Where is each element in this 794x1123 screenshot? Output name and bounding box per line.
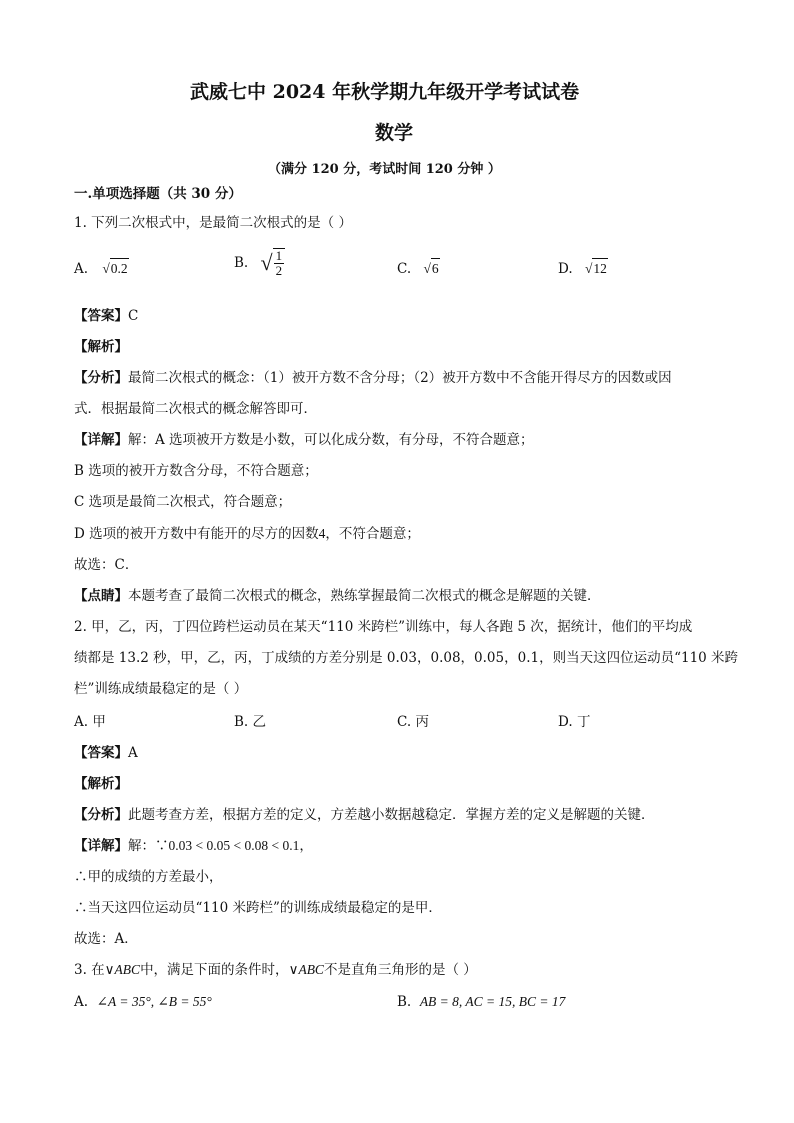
q2-answer-value: A [128,745,138,761]
q1-detail-line2: B 选项的被开方数含分母，不符合题意； [74,463,318,479]
q1-fenxi [74,368,672,388]
q3-stem [74,960,477,980]
fenxi-tag: 【分析】 [74,807,128,823]
q1-option-d-letter: D. [558,261,573,277]
q1-detail-line1: 解：A 选项被开方数是小数，可以化成分数，有分母，不符合题意； [128,432,534,448]
q1-fenxi-line2: 式．根据最简二次根式的概念解答即可． [74,401,317,417]
q2-detail-inequality: 0.03 < 0.05 < 0.08 < 0.1 [168,838,300,853]
q1-fenxi-line1: 最简二次根式的概念：（1）被开方数不含分母；（2）被开方数中不含能开得尽方的因数或因 [128,370,672,386]
q2-detail [74,836,313,856]
comment-tag: 【点睛】 [74,588,128,604]
answer-tag: 【答案】 [74,308,128,324]
q1-option-c-radicand: 6 [431,258,440,279]
q2-option-a-text: 甲 [92,714,106,730]
q2-stem-line1: 2. 甲，乙，丙，丁四位跨栏运动员在某天“110 米跨栏”训练中，每人各跑 5 次，据统计，他们的平均成 [74,619,693,635]
q3-triangle-2: ∨ABC [288,962,324,977]
sqrt-icon: √ [260,250,273,275]
section-heading: 一.单项选择题（共 30 分） [74,186,242,202]
q2-stem-line3: 栏”训练成绩最稳定的是（ ） [74,681,248,697]
q3-option-a [74,992,212,1012]
q2-fenxi [74,805,655,825]
exam-note: （满分 120 分，考试时间 120 分钟 ） [268,162,501,177]
q2-line2: ∴甲的成绩的方差最小， [74,869,223,885]
q3-option-a-letter: A. [74,994,89,1010]
q3-stem-b: 中，满足下面的条件时， [140,962,289,978]
q2-option-c-letter: C. [397,714,412,730]
q1-detail-line4-c: ，不符合题意； [325,526,420,542]
q1-detail-line4 [74,524,420,544]
q3-option-b-text: AB = 8, AC = 15, BC = 17 [419,994,566,1009]
fenxi-tag: 【分析】 [74,370,128,386]
q2-fenxi-text: 此题考查方差，根据方差的定义，方差越小数据越稳定．掌握方差的定义是解题的关键． [128,807,655,823]
q2-choose: 故选：A． [74,931,138,947]
q3-option-b-letter: B. [397,994,412,1010]
detail-tag: 【详解】 [74,432,128,448]
q2-option-c [397,712,429,732]
q1-choose: 故选：C． [74,557,139,573]
q1-detail-line4-b: 4 [318,526,326,541]
q2-analysis-tag: 【解析】 [74,776,128,792]
q2-option-b [234,712,266,732]
q2-option-d-letter: D. [558,714,573,730]
q2-option-a [74,712,106,732]
subject-title: 数学 [375,122,414,144]
answer-tag: 【答案】 [74,745,128,761]
exam-title: 武威七中 2024 年秋学期九年级开学考试试卷 [190,81,580,103]
q1-analysis-tag: 【解析】 [74,339,128,355]
q1-option-b-denominator: 2 [275,263,283,278]
q1-answer [74,306,138,326]
q1-answer-value: C [128,308,139,324]
sqrt-icon: √0.2 [102,258,128,279]
q3-option-b [397,992,565,1012]
q2-detail-prefix: 解：∵ [128,838,169,854]
q1-detail-line4-a: D 选项的被开方数中有能开的尽方的因数 [74,526,319,542]
q2-detail-suffix: ， [299,838,313,854]
q1-detail [74,430,534,450]
q3-option-a-text: ∠A = 35°, ∠B = 55° [96,994,212,1009]
q1-option-d [558,258,608,279]
q2-option-a-letter: A. [74,714,89,730]
q2-option-d-text: 丁 [576,714,591,730]
q1-option-b-numerator: 1 [275,248,283,263]
q2-stem-line2: 绩都是 13.2 秒，甲，乙，丙，丁成绩的方差分别是 0.03，0.08，0.05，0.1，则当天这四位运动员“110 米跨 [74,650,739,666]
detail-tag: 【详解】 [74,838,128,854]
q3-stem-c: 不是直角三角形的是（ ） [323,962,477,978]
q2-option-d [558,712,590,732]
q1-option-b-letter: B. [234,255,249,271]
q1-option-c-letter: C. [397,261,412,277]
q2-option-c-text: 丙 [415,714,429,730]
q1-option-a [74,258,129,279]
q2-option-b-letter: B. [234,714,249,730]
q1-option-b-fraction [273,248,286,278]
q1-comment [74,586,601,606]
q1-detail-line3: C 选项是最简二次根式，符合题意； [74,494,292,510]
sqrt-icon: √12 [585,258,608,279]
q1-option-b [234,248,285,278]
q2-line3: ∴当天这四位运动员“110 米跨栏”的训练成绩最稳定的是甲． [74,900,442,916]
q1-option-a-radicand: 0.2 [110,258,129,279]
q1-option-a-letter: A. [74,261,89,277]
q3-stem-a: 3. 在 [74,962,105,978]
q3-triangle-1: ∨ABC [104,962,141,977]
q1-comment-text: 本题考查了最简二次根式的概念，熟练掌握最简二次根式的概念是解题的关键． [128,588,601,604]
q1-option-d-radicand: 12 [592,258,608,279]
q2-option-b-text: 乙 [252,714,267,730]
sqrt-icon: √6 [423,258,439,279]
q2-answer [74,743,138,763]
q1-stem: 1. 下列二次根式中，是最简二次根式的是（ ） [74,215,352,231]
q1-option-c [397,258,440,279]
